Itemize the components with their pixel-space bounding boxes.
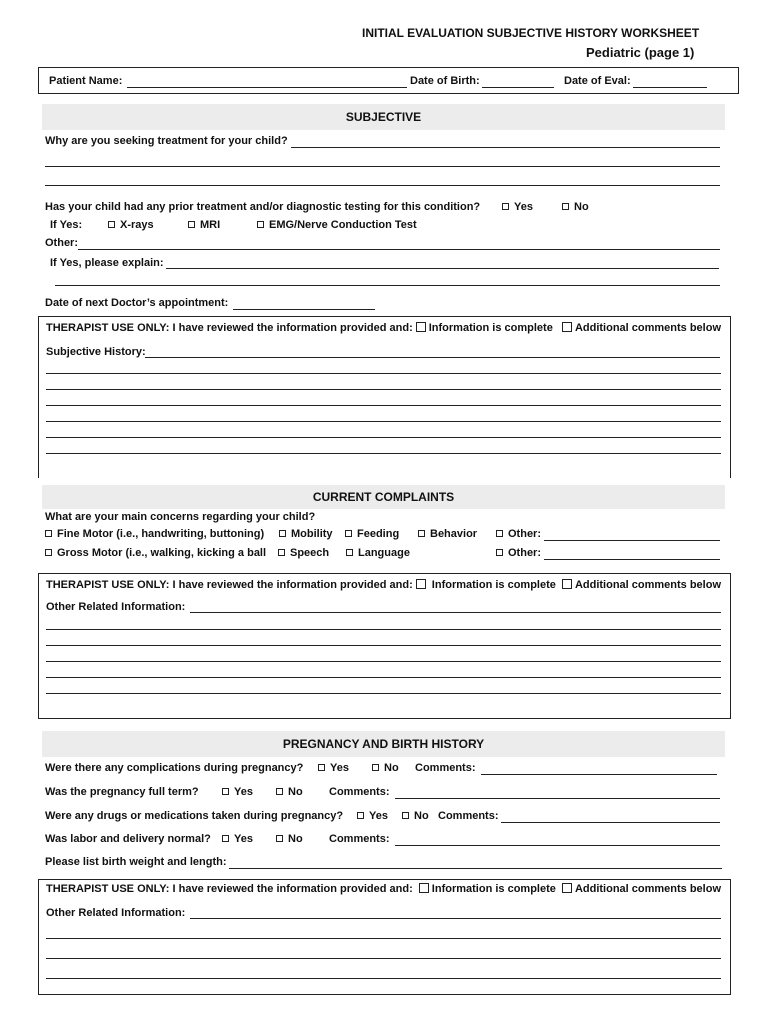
checkbox-icon[interactable]: [357, 812, 364, 819]
other-concern-1-label: Other:: [508, 528, 541, 540]
note-line[interactable]: [46, 677, 721, 678]
therapist-prefix: THERAPIST USE ONLY: I have reviewed the information provided and:: [46, 322, 413, 334]
if-yes-label: If Yes:: [50, 219, 83, 231]
therapist-review-line: [46, 883, 721, 895]
checkbox-icon[interactable]: [372, 764, 379, 771]
note-line[interactable]: [46, 661, 721, 662]
therapist-review-line: [46, 579, 721, 591]
other-label: Other:: [45, 237, 78, 249]
therapist-prefix: THERAPIST USE ONLY: I have reviewed the information provided and:: [46, 579, 413, 591]
fine-motor-option[interactable]: [45, 528, 264, 540]
feeding-option[interactable]: [345, 528, 399, 540]
full-term-no-label: No: [288, 786, 303, 798]
explain-line-2[interactable]: [55, 285, 720, 286]
birth-weight-label: Please list birth weight and length:: [45, 856, 227, 868]
complications-no-label: No: [384, 762, 399, 774]
note-line[interactable]: [46, 978, 721, 979]
checkbox-icon[interactable]: [45, 530, 52, 537]
patient-name-label: Patient Name:: [49, 75, 123, 87]
checkbox-icon[interactable]: [416, 322, 426, 332]
other-related-info-line[interactable]: [190, 612, 721, 613]
checkbox-icon[interactable]: [419, 883, 429, 893]
additional-comments-label: Additional comments below: [574, 322, 722, 334]
why-seeking-line-2[interactable]: [45, 166, 720, 167]
other-related-info-label: Other Related Information:: [46, 601, 186, 613]
mri-option[interactable]: [188, 219, 220, 231]
therapist-review-line: [46, 322, 721, 334]
other-concern-1-field[interactable]: [544, 540, 720, 541]
checkbox-icon[interactable]: [562, 883, 572, 893]
full-term-yes[interactable]: [222, 786, 253, 798]
checkbox-icon[interactable]: [402, 812, 409, 819]
note-line[interactable]: [46, 389, 721, 390]
note-line[interactable]: [46, 437, 721, 438]
checkbox-icon[interactable]: [345, 530, 352, 537]
language-option[interactable]: [346, 547, 410, 559]
birth-weight-field[interactable]: [229, 868, 722, 869]
complications-yes[interactable]: [318, 762, 349, 774]
other-concern-2-field[interactable]: [544, 559, 720, 560]
checkbox-icon[interactable]: [45, 549, 52, 556]
info-complete-label: Information is complete: [428, 322, 553, 334]
xrays-label: X-rays: [120, 219, 154, 231]
q-prior-treatment: Has your child had any prior treatment and/or diagnostic testing for this condition?: [45, 201, 481, 213]
q-why-seeking: Why are you seeking treatment for your child?: [45, 135, 288, 147]
therapist-prefix: THERAPIST USE ONLY: I have reviewed the information provided and:: [46, 883, 413, 895]
checkbox-icon[interactable]: [562, 322, 572, 332]
labor-yes-label: Yes: [234, 833, 253, 845]
labor-no-label: No: [288, 833, 303, 845]
note-line[interactable]: [46, 629, 721, 630]
prior-no-option[interactable]: [562, 201, 589, 213]
dob-field[interactable]: [482, 87, 554, 88]
next-appt-field[interactable]: [233, 309, 375, 310]
drugs-yes-label: Yes: [369, 810, 388, 822]
speech-label: Speech: [290, 547, 330, 559]
therapist-box-subjective: [38, 316, 731, 478]
labor-yes[interactable]: [222, 833, 253, 845]
checkbox-icon[interactable]: [346, 549, 353, 556]
subjective-heading: SUBJECTIVE: [42, 104, 725, 130]
checkbox-icon[interactable]: [222, 835, 229, 842]
note-line[interactable]: [46, 938, 721, 939]
checkbox-icon[interactable]: [276, 788, 283, 795]
patient-name-field[interactable]: [127, 87, 407, 88]
other-concern-1[interactable]: [496, 528, 541, 540]
full-term-comments-label: Comments:: [329, 786, 390, 798]
emg-option[interactable]: [257, 219, 417, 231]
xrays-option[interactable]: [108, 219, 154, 231]
checkbox-icon[interactable]: [502, 203, 509, 210]
q-complications: Were there any complications during pregnancy?: [45, 762, 304, 774]
checkbox-icon[interactable]: [416, 579, 426, 589]
other-concern-2[interactable]: [496, 547, 541, 559]
complications-comments-field[interactable]: [481, 774, 717, 775]
other-related-info-label: Other Related Information:: [46, 907, 186, 919]
checkbox-icon[interactable]: [496, 549, 503, 556]
main-concerns-question: What are your main concerns regarding your child?: [45, 511, 316, 523]
eval-date-label: Date of Eval:: [564, 75, 631, 87]
checkbox-icon[interactable]: [278, 549, 285, 556]
full-term-no[interactable]: [276, 786, 303, 798]
checkbox-icon[interactable]: [318, 764, 325, 771]
drugs-yes[interactable]: [357, 810, 388, 822]
dob-label: Date of Birth:: [410, 75, 480, 87]
prior-yes-option[interactable]: [502, 201, 533, 213]
subjective-history-line[interactable]: [145, 357, 720, 358]
why-seeking-line-1[interactable]: [291, 147, 720, 148]
next-appt-label: Date of next Doctor’s appointment:: [45, 297, 229, 309]
note-line[interactable]: [46, 958, 721, 959]
labor-comments-field[interactable]: [395, 845, 720, 846]
emg-label: EMG/Nerve Conduction Test: [269, 219, 417, 231]
full-term-yes-label: Yes: [234, 786, 253, 798]
language-label: Language: [358, 547, 410, 559]
additional-comments-label: Additional comments below: [574, 883, 722, 895]
therapist-box-complaints: [38, 573, 731, 719]
drugs-no-label: No: [414, 810, 429, 822]
prior-no-label: No: [574, 201, 589, 213]
form-subtitle: Pediatric (page 1): [586, 45, 695, 60]
checkbox-icon[interactable]: [562, 203, 569, 210]
pregnancy-heading: PREGNANCY AND BIRTH HISTORY: [42, 731, 725, 757]
info-complete-label: Information is complete: [431, 579, 556, 591]
behavior-option[interactable]: [418, 528, 477, 540]
other-field[interactable]: [78, 249, 720, 250]
mobility-label: Mobility: [291, 528, 333, 540]
mobility-option[interactable]: [279, 528, 333, 540]
mri-label: MRI: [200, 219, 221, 231]
explain-line-1[interactable]: [166, 268, 719, 269]
checkbox-icon[interactable]: [276, 835, 283, 842]
checkbox-icon[interactable]: [222, 788, 229, 795]
complaints-heading: CURRENT COMPLAINTS: [42, 485, 725, 509]
note-line[interactable]: [46, 373, 721, 374]
why-seeking-line-3[interactable]: [45, 185, 720, 186]
labor-no[interactable]: [276, 833, 303, 845]
eval-date-field[interactable]: [633, 87, 707, 88]
checkbox-icon[interactable]: [257, 221, 264, 228]
checkbox-icon[interactable]: [108, 221, 115, 228]
other-concern-2-label: Other:: [508, 547, 541, 559]
checkbox-icon[interactable]: [418, 530, 425, 537]
patient-info-box: [38, 67, 739, 94]
note-line[interactable]: [46, 645, 721, 646]
additional-comments-label: Additional comments below: [574, 579, 722, 591]
if-yes-explain-label: If Yes, please explain:: [50, 257, 164, 269]
fine-motor-label: Fine Motor (i.e., handwriting, buttoning): [57, 528, 265, 540]
complications-no[interactable]: [372, 762, 399, 774]
q-drugs: Were any drugs or medications taken during pregnancy?: [45, 810, 344, 822]
checkbox-icon[interactable]: [496, 530, 503, 537]
drugs-no[interactable]: [402, 810, 429, 822]
checkbox-icon[interactable]: [188, 221, 195, 228]
form-title: INITIAL EVALUATION SUBJECTIVE HISTORY WORKSHEET: [362, 26, 700, 40]
drugs-comments-label: Comments:: [438, 810, 499, 822]
complications-yes-label: Yes: [330, 762, 349, 774]
gross-motor-label: Gross Motor (i.e., walking, kicking a ball: [57, 547, 267, 559]
note-line[interactable]: [46, 453, 721, 454]
speech-option[interactable]: [278, 547, 329, 559]
checkbox-icon[interactable]: [562, 579, 572, 589]
behavior-label: Behavior: [430, 528, 478, 540]
q-labor: Was labor and delivery normal?: [45, 833, 211, 845]
info-complete-label: Information is complete: [431, 883, 556, 895]
labor-comments-label: Comments:: [329, 833, 390, 845]
prior-yes-label: Yes: [514, 201, 533, 213]
other-related-info-line[interactable]: [190, 918, 721, 919]
drugs-comments-field[interactable]: [501, 822, 720, 823]
gross-motor-option[interactable]: [45, 547, 266, 559]
note-line[interactable]: [46, 405, 721, 406]
q-full-term: Was the pregnancy full term?: [45, 786, 199, 798]
therapist-box-pregnancy: [38, 879, 731, 995]
full-term-comments-field[interactable]: [395, 798, 720, 799]
note-line[interactable]: [46, 693, 721, 694]
feeding-label: Feeding: [357, 528, 400, 540]
note-line[interactable]: [46, 421, 721, 422]
checkbox-icon[interactable]: [279, 530, 286, 537]
complications-comments-label: Comments:: [415, 762, 476, 774]
subjective-history-label: Subjective History:: [46, 346, 146, 358]
